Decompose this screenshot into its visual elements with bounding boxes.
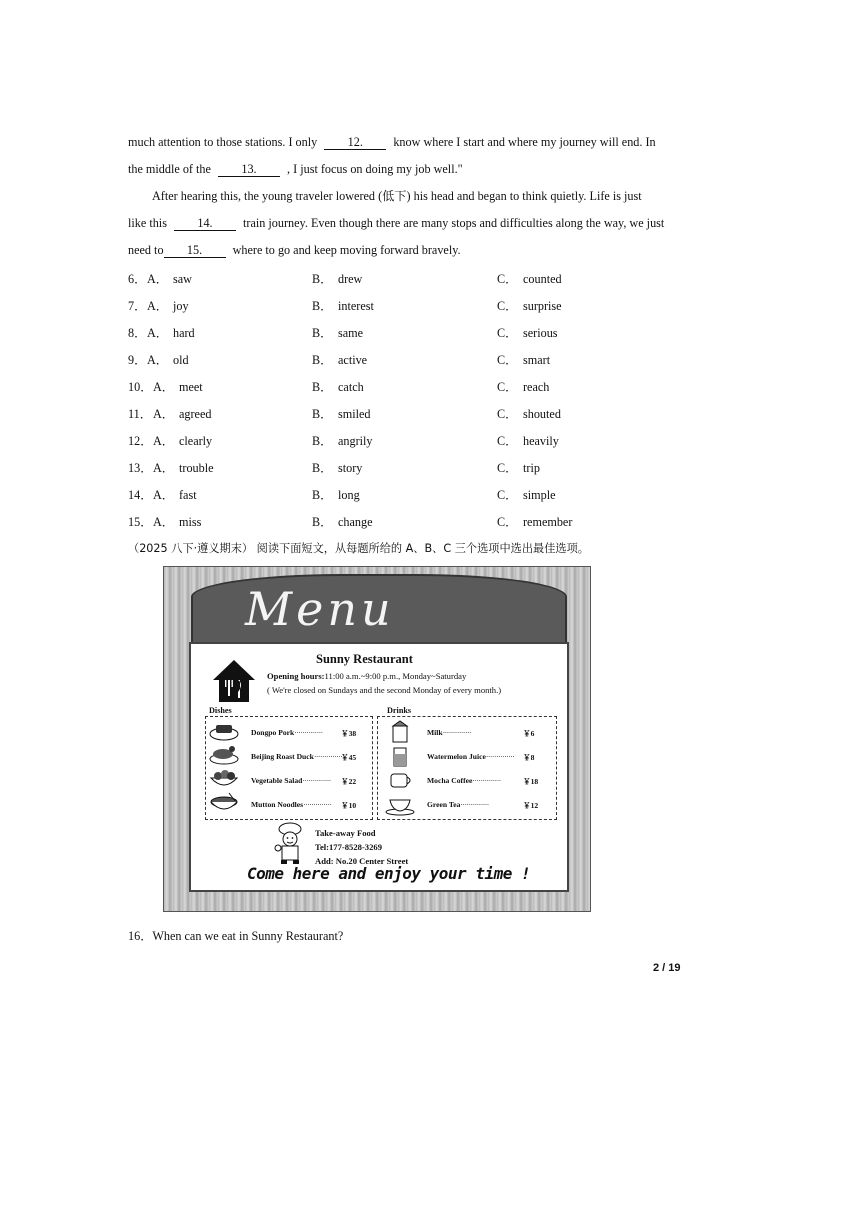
option-b (312, 513, 373, 530)
passage-text: train journey. Even though there are many stops and difficulties along the way, we just (243, 216, 665, 230)
passage-text: After hearing this, the young traveler lowered (低下) his head and began to think quietly. Life is just (152, 189, 642, 203)
option-letter: C． (497, 326, 518, 340)
option-number: 9． (128, 353, 147, 367)
option-word: heavily (523, 434, 559, 448)
option-word: meet (179, 380, 203, 394)
item-price: ￥18 (523, 777, 539, 786)
option-letter: C． (497, 434, 518, 448)
passage-text: like this (128, 216, 167, 230)
coffee-cup-icon (385, 768, 415, 792)
item-name: Green Tea (427, 800, 461, 809)
option-number: 7． (128, 299, 147, 313)
option-letter: C． (497, 515, 518, 529)
option-letter: C． (497, 380, 518, 394)
option-b (312, 270, 362, 287)
option-word: same (338, 326, 364, 340)
option-a (153, 432, 212, 449)
item-price: ￥10 (341, 801, 357, 810)
option-word: trip (523, 461, 540, 475)
option-word: interest (338, 299, 374, 313)
option-word: catch (338, 380, 364, 394)
item-price: ￥22 (341, 777, 357, 786)
passage-text: much attention to those stations. I only (128, 135, 318, 149)
option-letter: B． (312, 434, 333, 448)
option-b (312, 351, 367, 368)
option-word: reach (523, 380, 550, 394)
passage-text: , I just focus on doing my job well." (287, 162, 463, 176)
option-word: agreed (179, 407, 212, 421)
option-a (147, 351, 189, 368)
address: Add: No.20 Center Street (315, 856, 409, 866)
passage-line-1 (128, 135, 656, 150)
option-c (497, 405, 561, 422)
item-price: ￥6 (523, 729, 535, 738)
option-c (497, 324, 558, 341)
option-letter: C． (497, 488, 518, 502)
chef-icon (273, 822, 307, 866)
option-word: saw (173, 272, 192, 286)
noodle-bowl-icon (209, 792, 239, 816)
option-b (312, 324, 363, 341)
opening-hours (267, 671, 466, 681)
item-name: Dongpo Pork (251, 728, 295, 737)
leader-dots: ·············· (442, 728, 472, 737)
option-letter: C． (497, 407, 518, 421)
takeaway-label: Take-away Food (315, 828, 376, 838)
drinks-title: Drinks (387, 706, 412, 715)
option-word: simple (523, 488, 556, 502)
option-word: miss (179, 515, 202, 529)
telephone: Tel:177-8528-3269 (315, 842, 382, 852)
menu-board-image (163, 566, 591, 912)
blank-14: 14. (174, 217, 236, 231)
option-letter: A． (153, 434, 174, 448)
pork-dish-icon (209, 720, 239, 744)
item-price: ￥38 (341, 729, 357, 738)
option-number: 13． (128, 461, 153, 475)
item-name: Milk (427, 728, 443, 737)
leader-dots: ·············· (294, 728, 323, 737)
option-c (497, 459, 540, 476)
option-b (312, 405, 371, 422)
option-b (312, 459, 362, 476)
item-name: Mocha Coffee (427, 776, 473, 785)
hours-value: 11:00 a.m.~9:00 p.m., Monday~Saturday (324, 671, 467, 681)
option-letter: B． (312, 515, 333, 529)
closed-note: ( We're closed on Sundays and the second Monday of every month.) (267, 685, 502, 695)
item-name: Mutton Noodles (251, 800, 304, 809)
option-number: 8． (128, 326, 147, 340)
option-word: old (173, 353, 189, 367)
option-letter: A． (153, 380, 174, 394)
milk-carton-icon (385, 720, 415, 744)
item-price: ￥45 (341, 753, 357, 762)
option-a (153, 513, 201, 530)
option-b (312, 432, 373, 449)
option-letter: C． (497, 299, 518, 313)
option-number: 14． (128, 488, 153, 502)
option-word: angrily (338, 434, 373, 448)
option-letter: A． (147, 299, 168, 313)
option-letter: B． (312, 272, 333, 286)
option-word: story (338, 461, 363, 475)
option-word: hard (173, 326, 195, 340)
option-word: serious (523, 326, 558, 340)
option-word: change (338, 515, 373, 529)
juice-cup-icon (385, 744, 415, 768)
dishes-title: Dishes (209, 706, 232, 715)
option-letter: B． (312, 407, 333, 421)
option-number: 6． (128, 272, 147, 286)
option-b (312, 378, 364, 395)
option-letter: B． (312, 353, 333, 367)
option-word: joy (173, 299, 189, 313)
option-a (153, 459, 214, 476)
option-a (147, 324, 195, 341)
option-number: 10． (128, 380, 153, 394)
passage-line-2 (128, 162, 463, 177)
option-letter: A． (153, 461, 174, 475)
passage-text: where to go and keep moving forward bravely. (232, 243, 461, 257)
option-word: active (338, 353, 368, 367)
option-word: drew (338, 272, 363, 286)
option-letter: A． (147, 326, 168, 340)
option-b (312, 297, 374, 314)
option-a (153, 405, 211, 422)
option-b (312, 486, 360, 503)
option-word: smiled (338, 407, 371, 421)
option-number: 11． (128, 407, 152, 421)
menu-title: Menu (245, 582, 395, 636)
restaurant-name: Sunny Restaurant (316, 652, 413, 666)
item-name: Beijing Roast Duck (251, 752, 314, 761)
blank-12: 12. (324, 136, 386, 150)
option-a (153, 486, 197, 503)
option-word: fast (179, 488, 197, 502)
section-header: （2025 八下·遵义期末） 阅读下面短文，从每题所给的 A、B、C 三个选项中选出最佳选项。 (128, 542, 589, 555)
option-letter: A． (153, 407, 174, 421)
option-letter: C． (497, 461, 518, 475)
item-name: Watermelon Juice (427, 752, 486, 761)
page-number: 2 / 19 (653, 962, 681, 974)
blank-15: 15. (164, 244, 226, 258)
option-a (147, 270, 192, 287)
option-letter: A． (153, 488, 174, 502)
option-c (497, 270, 562, 287)
slogan: Come here and enjoy your time ! (247, 864, 531, 883)
option-letter: C． (497, 353, 518, 367)
option-word: shouted (523, 407, 561, 421)
option-letter: B． (312, 326, 333, 340)
hours-label: Opening hours: (267, 671, 325, 681)
option-letter: B． (312, 380, 333, 394)
option-number: 12． (128, 434, 153, 448)
option-word: remember (523, 515, 573, 529)
option-word: long (338, 488, 360, 502)
option-letter: B． (312, 299, 333, 313)
option-c (497, 378, 549, 395)
passage-line-4 (128, 216, 664, 231)
option-c (497, 351, 550, 368)
blank-13: 13. (218, 163, 280, 177)
roast-duck-icon (209, 744, 239, 768)
salad-bowl-icon (209, 768, 239, 792)
option-letter: B． (312, 488, 333, 502)
passage-line-5 (128, 243, 461, 258)
option-letter: A． (147, 353, 168, 367)
option-a (147, 297, 189, 314)
passage-text: the middle of the (128, 162, 211, 176)
option-word: smart (523, 353, 551, 367)
option-c (497, 432, 559, 449)
item-price: ￥8 (523, 753, 535, 762)
option-word: trouble (179, 461, 214, 475)
passage-text: know where I start and where my journey will end. In (393, 135, 656, 149)
leader-dots: ·············· (460, 800, 489, 809)
leader-dots: ·············· (313, 752, 343, 761)
leader-dots: ·············· (485, 752, 515, 761)
option-word: surprise (523, 299, 562, 313)
option-letter: A． (153, 515, 174, 529)
leader-dots: ·············· (302, 776, 331, 785)
option-word: counted (523, 272, 562, 286)
leader-dots: ·············· (303, 800, 332, 809)
passage-line-3 (152, 189, 642, 203)
option-letter: B． (312, 461, 333, 475)
option-c (497, 486, 556, 503)
option-a (153, 378, 203, 395)
item-name: Vegetable Salad (251, 776, 303, 785)
option-letter: C． (497, 272, 518, 286)
leader-dots: ·············· (472, 776, 501, 785)
question-16: 16．When can we eat in Sunny Restaurant? (128, 929, 344, 943)
menu-card (189, 642, 569, 892)
option-c (497, 297, 562, 314)
option-c (497, 513, 572, 530)
option-word: clearly (179, 434, 213, 448)
option-letter: A． (147, 272, 168, 286)
item-price: ￥12 (523, 801, 539, 810)
house-icon (211, 658, 257, 704)
passage-text: need to (128, 243, 164, 257)
tea-cup-icon (385, 792, 415, 816)
option-number: 15． (128, 515, 153, 529)
